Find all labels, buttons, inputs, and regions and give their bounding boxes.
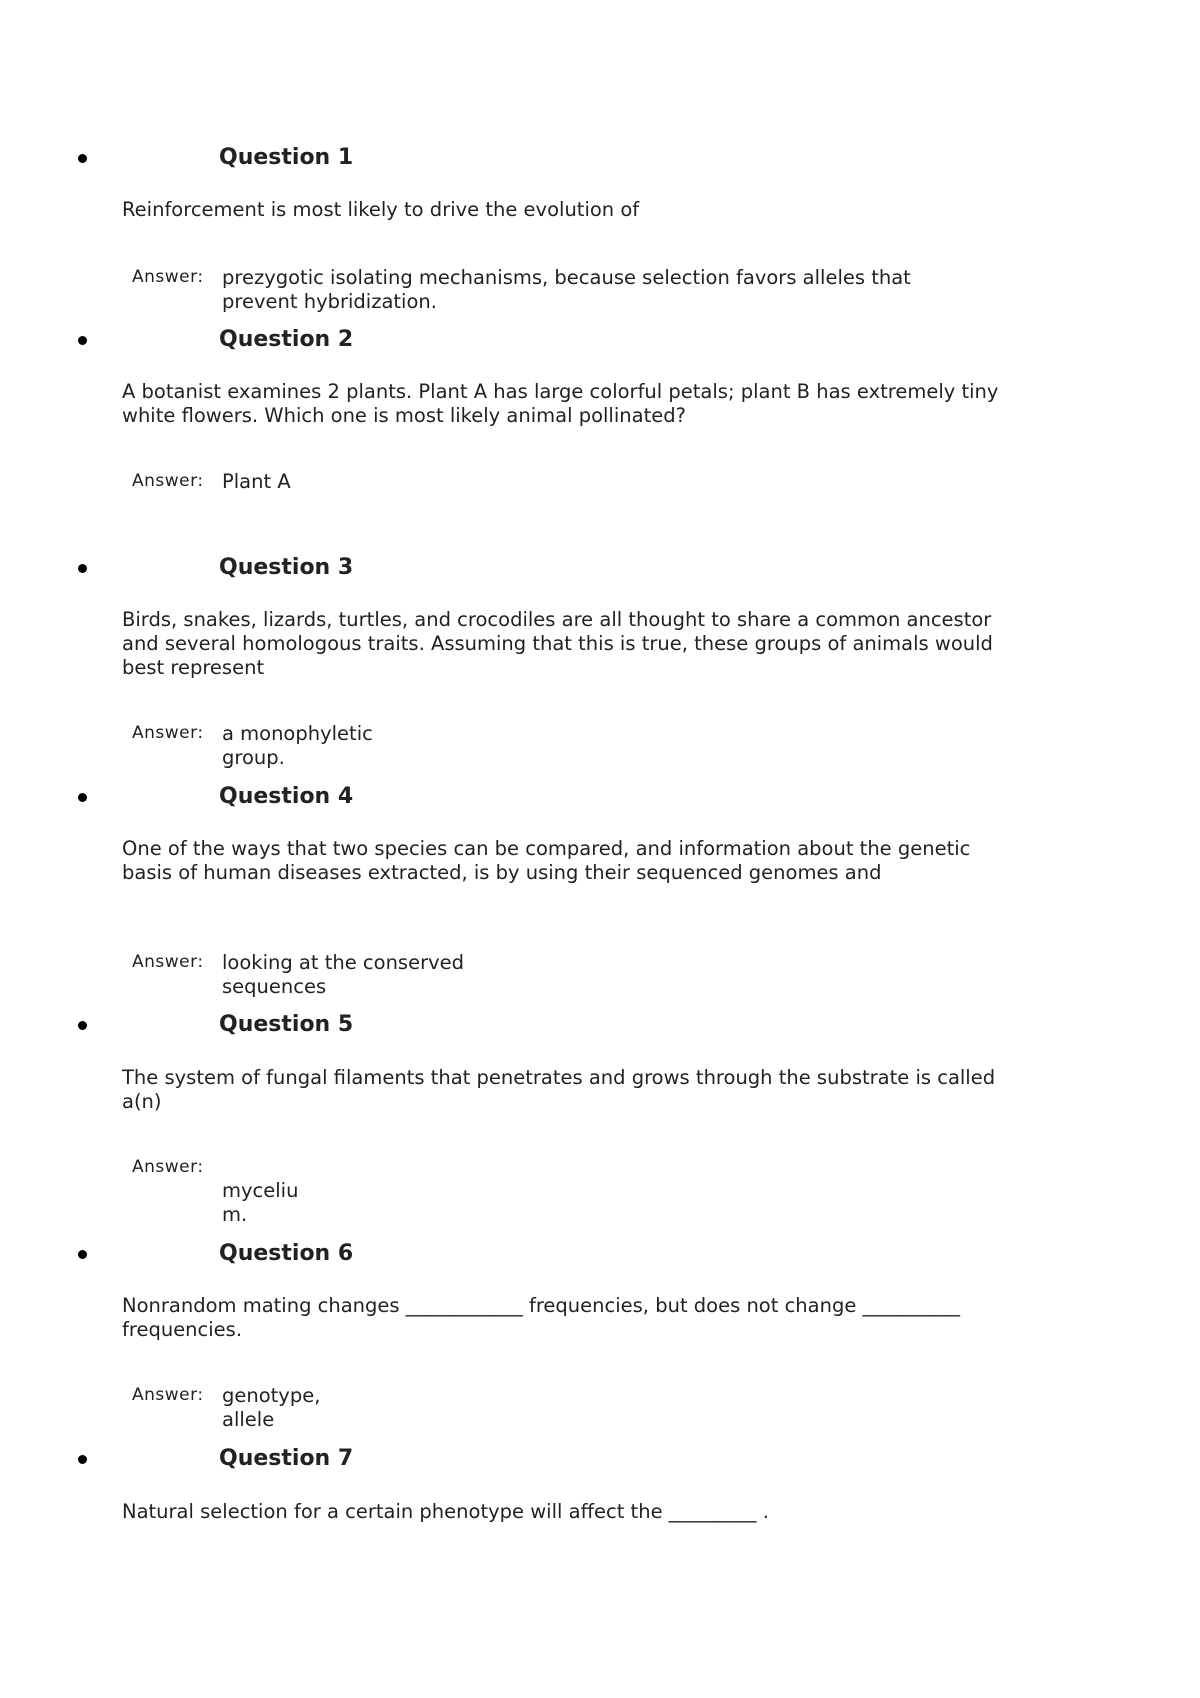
answer-label: Answer: — [132, 1385, 204, 1405]
list-bullet — [78, 1250, 87, 1259]
question-text: The system of fungal filaments that penetrates and grows through the substrate is called a(n) — [122, 1066, 996, 1113]
question-title: Question 2 — [219, 327, 354, 352]
answer-text: Plant A — [222, 470, 291, 493]
answer-label: Answer: — [132, 267, 204, 287]
question-text: Birds, snakes, lizards, turtles, and crocodiles are all thought to share a common ancestor and several homologous traits. Assuming that this is true, these groups of animals would best represent — [122, 608, 993, 679]
question-text: One of the ways that two species can be compared, and information about the genetic basis of human diseases extracted, is by using their sequenced genomes and — [122, 837, 971, 884]
question-text: A botanist examines 2 plants. Plant A has large colorful petals; plant B has extremely tiny white flowers. Which one is most likely animal pollinated? — [122, 380, 999, 427]
answer-text: genotype, allele — [222, 1384, 321, 1431]
list-bullet — [78, 336, 87, 345]
answer-label: Answer: — [132, 723, 204, 743]
question-title: Question 3 — [219, 555, 354, 580]
question-text: Nonrandom mating changes ____________ frequencies, but does not change __________ frequencies. — [122, 1294, 961, 1341]
answer-text: looking at the conserved sequences — [222, 951, 465, 998]
question-title: Question 1 — [219, 145, 354, 170]
answer-label: Answer: — [132, 952, 204, 972]
list-bullet — [78, 154, 87, 163]
list-bullet — [78, 1021, 87, 1030]
answer-text: prezygotic isolating mechanisms, because selection favors alleles that prevent hybridization. — [222, 266, 911, 313]
list-bullet — [78, 793, 87, 802]
answer-text: a monophyletic group. — [222, 722, 373, 769]
answer-text: mycelium. — [222, 1179, 299, 1226]
question-title: Question 6 — [219, 1241, 354, 1266]
list-bullet — [78, 1455, 87, 1464]
question-title: Question 4 — [219, 784, 354, 809]
question-text: Reinforcement is most likely to drive the evolution of — [122, 198, 640, 221]
question-title: Question 5 — [219, 1012, 354, 1037]
list-bullet — [78, 564, 87, 573]
answer-label: Answer: — [132, 1157, 204, 1177]
question-title: Question 7 — [219, 1446, 354, 1471]
question-text: Natural selection for a certain phenotype will affect the _________ . — [122, 1500, 769, 1523]
answer-label: Answer: — [132, 471, 204, 491]
